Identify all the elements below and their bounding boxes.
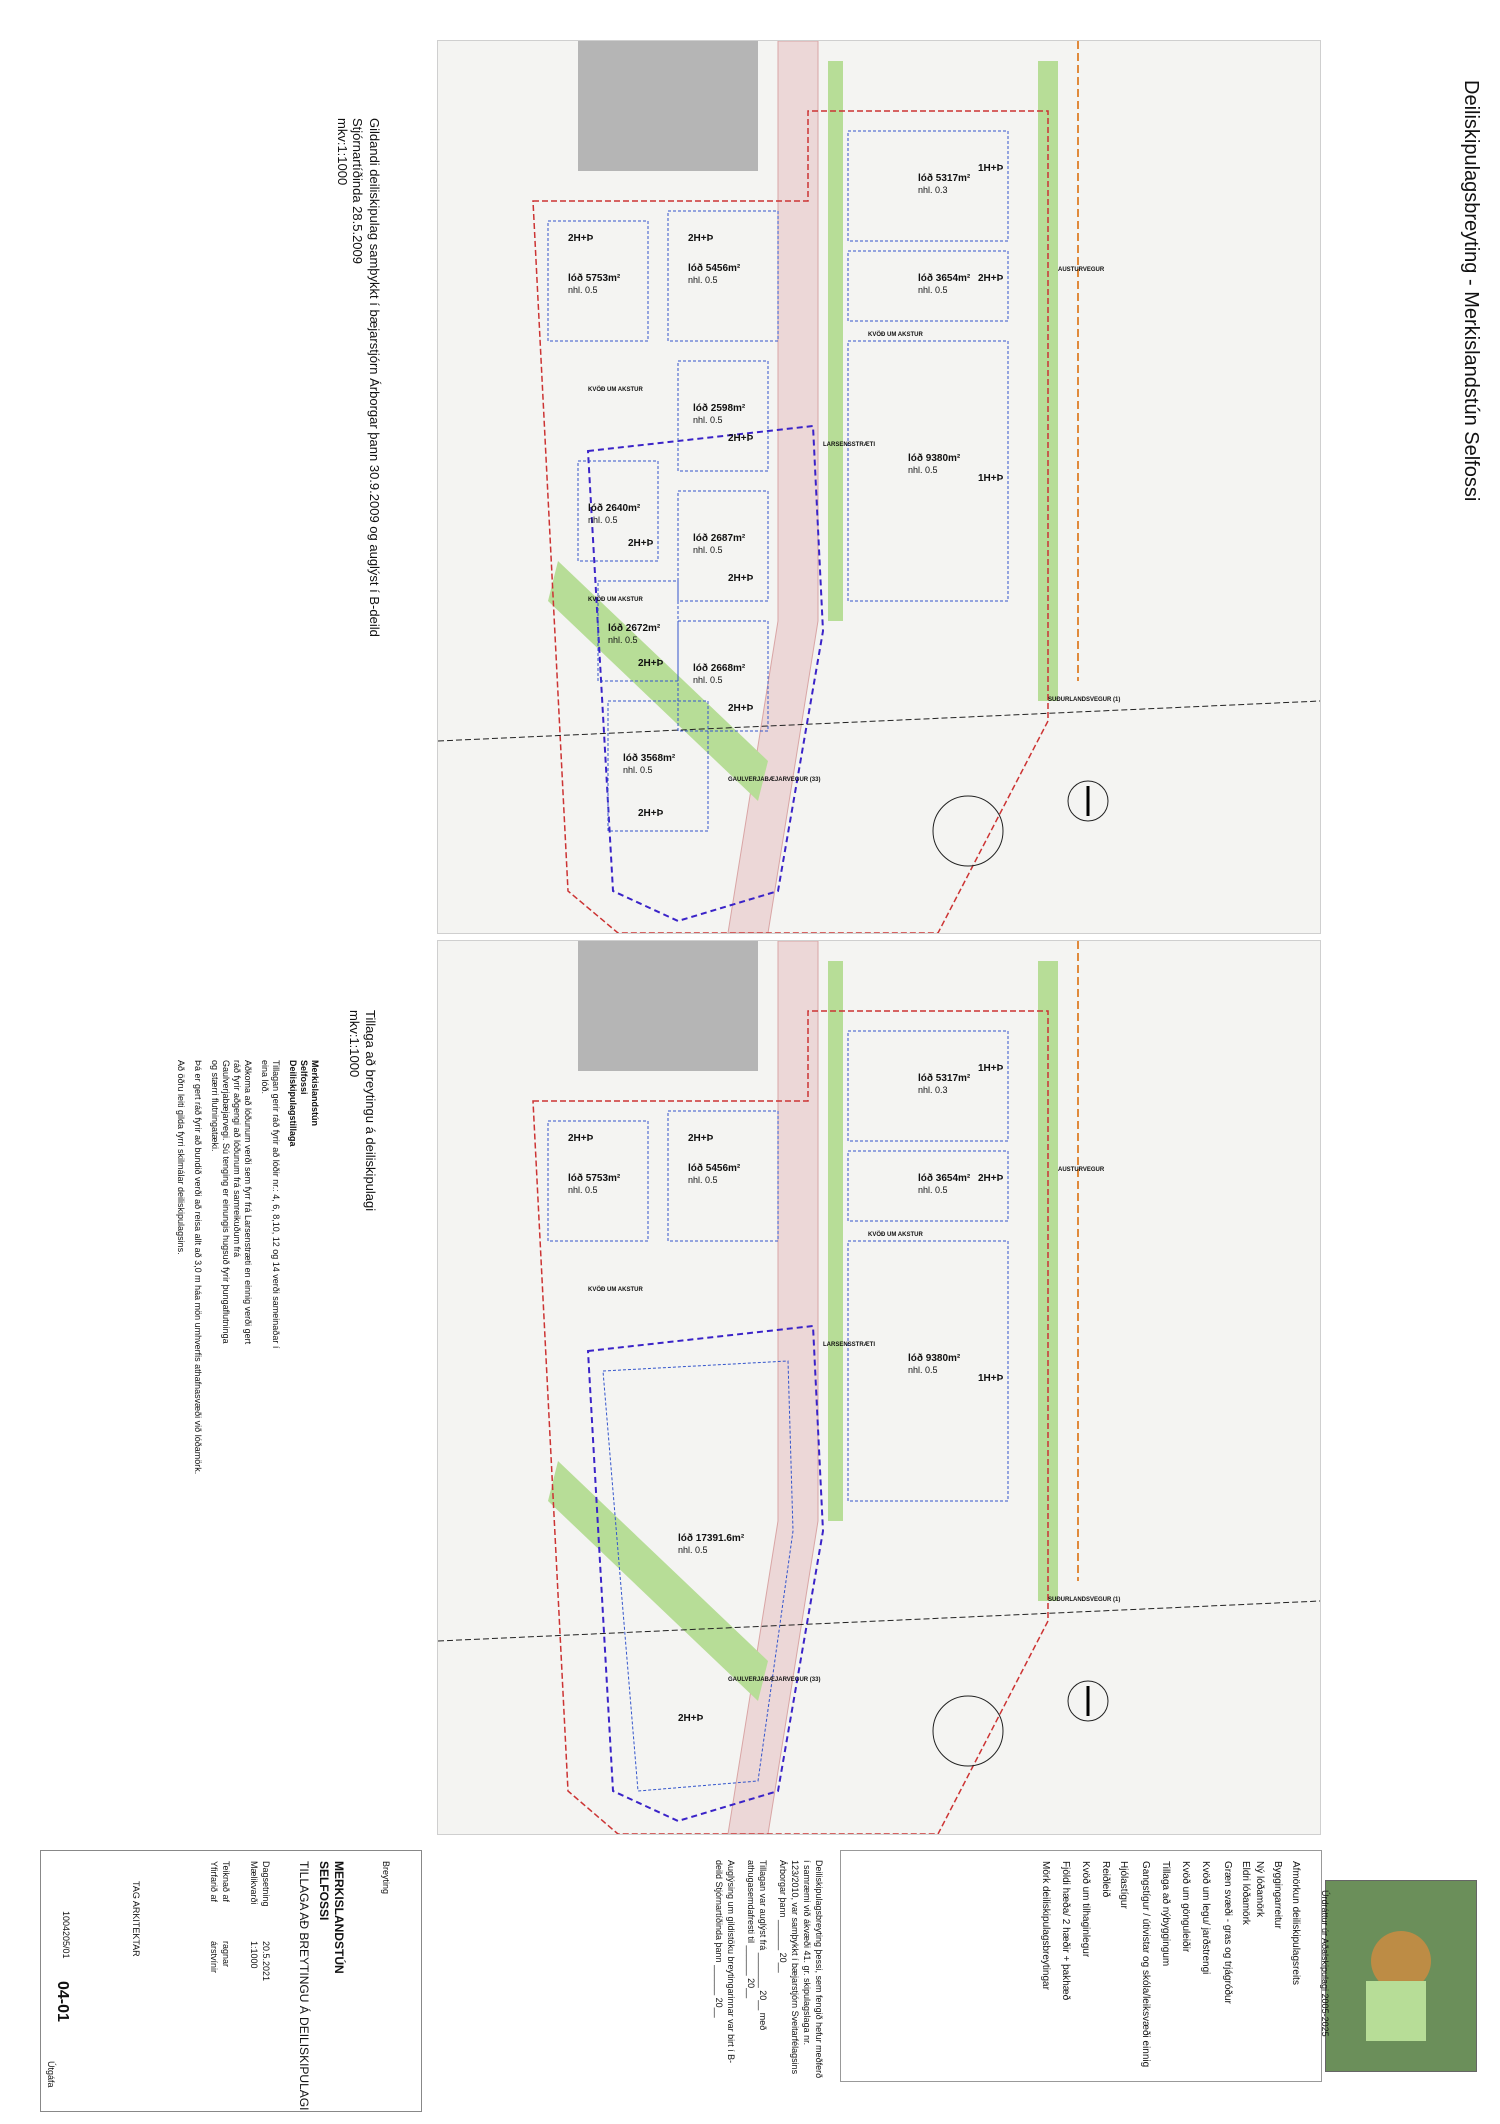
- lot-area-2: lóð 5456m²: [688, 263, 741, 274]
- proposed-plan-svg: [438, 941, 1320, 1834]
- parking-area-2: [578, 941, 758, 1071]
- notes-title: Merkislandstún: [310, 1060, 320, 1127]
- proposed-caption-line1: Tillaga að breytingu á deiliskipulagi: [363, 1010, 378, 1212]
- approval-p1: Deiliskipulagsbreyting þessi, sem fengið hefur meðferð í samræmi við ákvæði 41. gr. skipulagslaga nr. 123/2010, var samþykkt í bæjarstjórn Sveitarfélagsins Árborgar þann ______ 20__: [778, 1860, 824, 2079]
- title-block: [40, 1850, 422, 2112]
- lot-box-6: [678, 491, 768, 601]
- lot-floors-4: 2H+Þ: [728, 433, 754, 444]
- green-strip-2-1: [828, 961, 843, 1521]
- existing-caption-line2: Stjórnartíðinda 28.5.2009: [350, 118, 365, 264]
- change-label: Breyting: [381, 1861, 391, 1895]
- firm-name: TAG ARKITEKTAR: [131, 1881, 141, 1957]
- lot-area-3: lóð 3654m²: [918, 273, 971, 284]
- legend-item-3: Eldri lóðamörk: [1240, 1861, 1251, 1925]
- p-street-label-larsens: LARSENSSTRÆTI: [823, 1342, 876, 1348]
- lot-area-4: lóð 2598m²: [693, 403, 746, 414]
- proposed-plan-map: [437, 940, 1321, 1835]
- p-lot-nhl-1: nhl. 0.3: [918, 1085, 948, 1095]
- inset-map-svg: [1326, 1881, 1476, 2071]
- highway-line-2-2: [438, 1601, 1320, 1641]
- p-lot-floors-4: 2H+Þ: [568, 1133, 594, 1144]
- p-lot-nhl-2: nhl. 0.5: [688, 1175, 718, 1185]
- lot-nhl-1: nhl. 0.3: [918, 185, 948, 195]
- p-lot-area-5: lóð 9380m²: [908, 1353, 961, 1364]
- p-lot-floors-5: 1H+Þ: [978, 1373, 1004, 1384]
- notes-sub2: Deiliskipulagstillaga: [288, 1060, 298, 1147]
- lot-area-5: lóð 9380m²: [908, 453, 961, 464]
- inset-caption: Úrdráttur úr Aðalskipulagi 2005-2025: [1320, 1890, 1330, 2037]
- approval-block: [713, 1860, 825, 2080]
- p-lot-nhl-4: nhl. 0.5: [568, 1185, 598, 1195]
- lot-floors-10: 2H+Þ: [638, 808, 664, 819]
- lot-nhl-14: nhl. 0.5: [588, 515, 618, 525]
- lot-floors-1: 1H+Þ: [978, 163, 1004, 174]
- p-lot-nhl-3: nhl. 0.5: [918, 1185, 948, 1195]
- street-label-sudurlands: SUÐURLANDSVEGUR (1): [1048, 697, 1121, 703]
- lot-nhl-8: nhl. 0.5: [693, 675, 723, 685]
- p-lot-box-2: [668, 1111, 778, 1241]
- proposed-plan-caption: [363, 1010, 378, 1211]
- street-label-kvod-1: KVÖÐ UM AKSTUR: [868, 332, 923, 338]
- approval-p2: Tillagan var auglýst frá _______ 20__ með athugasemdafresti til ______ 20__: [746, 1860, 768, 2031]
- highway-line-2: [438, 701, 1320, 741]
- legend-item-9: Hjólastígur: [1118, 1861, 1129, 1909]
- date-value: 20.5.2021: [261, 1941, 271, 1982]
- project-line2: SELFOSSI: [317, 1861, 331, 1921]
- lot-area-16: lóð 5753m²: [568, 273, 621, 284]
- lot-nhl-2: nhl. 0.5: [688, 275, 718, 285]
- legend-item-7: Tillaga að nýbyggingum: [1160, 1861, 1171, 1967]
- lot-floors-5: 1H+Þ: [978, 473, 1004, 484]
- project-number: 1004205/01: [61, 1911, 71, 1959]
- status-label: Útgáfa: [46, 2061, 56, 2088]
- checked-label: Yfirfarið af: [209, 1861, 219, 1903]
- legend-item-13: Mörk deiliskipulagsbreytingar: [1040, 1861, 1051, 1990]
- lot-box-4: [678, 361, 768, 471]
- compass-rose: [933, 796, 1003, 866]
- p-lot-area-1: lóð 5317m²: [918, 1073, 971, 1084]
- lot-nhl-10: nhl. 0.5: [623, 765, 653, 775]
- p-lot-nhl-5: nhl. 0.5: [908, 1365, 938, 1375]
- project-line3: TILLAGA AÐ BREYTINGU Á DEILISKIPULAGI: [297, 1861, 311, 2111]
- lot-floors-3: 2H+Þ: [978, 273, 1004, 284]
- legend-item-4: Græn svæði - gras og trjágróður: [1222, 1861, 1233, 2004]
- lot-area-12: lóð 2672m²: [608, 623, 661, 634]
- existing-plan-svg: [438, 41, 1320, 933]
- existing-plan-caption: [367, 118, 382, 637]
- p-lot-area-6: lóð 17391.6m²: [678, 1533, 745, 1544]
- existing-caption-line3: mkv:1:1000: [335, 118, 350, 186]
- scale-label: Mælikvarði: [249, 1861, 259, 1905]
- inset-map: [1325, 1880, 1477, 2072]
- notes-p1b: eina lóð.: [260, 1060, 270, 1095]
- drawn-label: Teiknað af: [221, 1861, 231, 1903]
- lot-floors-14: 2H+Þ: [628, 538, 654, 549]
- lot-floors-6: 2H+Þ: [728, 573, 754, 584]
- parking-area: [578, 41, 758, 171]
- notes-p2c: Gaulverjabæjarvegi. Sú tenging er einungis hugsuð fyrir þungaflutninga: [221, 1060, 231, 1344]
- street-label-gaulverja: GAULVERJABÆJARVEGUR (33): [728, 777, 821, 783]
- lot-nhl-6: nhl. 0.5: [693, 545, 723, 555]
- lot-area-10: lóð 3568m²: [623, 753, 676, 764]
- proposed-caption-line2: mkv:1:1000: [347, 1010, 362, 1078]
- p-lot-area-3: lóð 3654m²: [918, 1173, 971, 1184]
- notes-sub1: Selfossi: [299, 1060, 309, 1095]
- notes-p2: Aðkoma að lóðunum verði sem fyrr frá Larsenstræti en einnig verði gert: [243, 1060, 253, 1345]
- lot-floors-16: 2H+Þ: [568, 233, 594, 244]
- existing-plan-caption-3: [335, 118, 350, 185]
- compass-rose-2: [933, 1696, 1003, 1766]
- page-title: Deiliskipulagsbreyting - Merkislandstún Selfossi: [1460, 80, 1482, 502]
- p-street-label-sudurlands: SUÐURLANDSVEGUR (1): [1048, 1597, 1121, 1603]
- lot-area-14: lóð 2640m²: [588, 503, 641, 514]
- legend-item-10: Reiðleið: [1100, 1861, 1111, 1898]
- checked-value: árstvínir: [209, 1941, 219, 1974]
- lot-floors-8: 2H+Þ: [728, 703, 754, 714]
- notes-block: [175, 1060, 320, 1474]
- green-strip-1: [828, 61, 843, 621]
- notes-p1: Tillagan gerir ráð fyrir að lóðir nr.: 4, 6, 8,10, 12 og 14 verði sameinaðar í: [271, 1060, 281, 1349]
- p-street-label-gaulverja: GAULVERJABÆJARVEGUR (33): [728, 1677, 821, 1683]
- p-street-label-austurvegur: AUSTURVEGUR: [1058, 1167, 1105, 1173]
- street-label-kvod-3: KVÖÐ UM AKSTUR: [588, 597, 643, 603]
- scale-value: 1:1000: [249, 1941, 259, 1969]
- legend-item-2: Ný lóðamörk: [1254, 1861, 1265, 1918]
- street-label-larsens: LARSENSSTRÆTI: [823, 442, 876, 448]
- approval-p3: Auglýsing um gildistöku breytingarinnar var birt í B-deild Stjórnartíðinda þann ______ 20__: [714, 1860, 736, 2064]
- notes-p3: Þá er gert ráð fyrir að bundið verði að reisa allt að 3,0 m háa mön umhverfis athafnasvæði við lóðamörk.: [193, 1060, 203, 1475]
- p-lot-area-2: lóð 5456m²: [688, 1163, 741, 1174]
- lot-area-6: lóð 2687m²: [693, 533, 746, 544]
- lot-floors-2: 2H+Þ: [688, 233, 714, 244]
- lot-nhl-4: nhl. 0.5: [693, 415, 723, 425]
- street-label-kvod-2: KVÖÐ UM AKSTUR: [588, 387, 643, 393]
- existing-plan-map: [437, 40, 1321, 934]
- lot-nhl-3: nhl. 0.5: [918, 285, 948, 295]
- lot-nhl-12: nhl. 0.5: [608, 635, 638, 645]
- p-lot-floors-1: 1H+Þ: [978, 1063, 1004, 1074]
- lot-nhl-5: nhl. 0.5: [908, 465, 938, 475]
- legend-item-12: Fjöldi hæða/ 2 hæðir + þakhæð: [1060, 1861, 1071, 2001]
- legend-item-1: Byggingarreitur: [1272, 1861, 1283, 1929]
- legend-item-0: Afmörkun deiliskipulagsreits: [1290, 1861, 1301, 1985]
- proposed-plan-caption-2: [347, 1010, 362, 1077]
- sheet-number: 04-01: [54, 1981, 71, 2022]
- lot-nhl-16: nhl. 0.5: [568, 285, 598, 295]
- p-lot-floors-2: 2H+Þ: [688, 1133, 714, 1144]
- legend-panel: [840, 1850, 1322, 2082]
- legend-item-6: Kvöð um gönguleiðir: [1180, 1861, 1191, 1953]
- legend-item-8: Gangstígur / útivistar og skóla/leiksvæði einnig: [1140, 1861, 1151, 2068]
- lot-box-2: [668, 211, 778, 341]
- existing-plan-caption-2: [350, 118, 365, 264]
- p-lot-floors-6: 2H+Þ: [678, 1713, 704, 1724]
- p-lot-area-4: lóð 5753m²: [568, 1173, 621, 1184]
- road-larsensstraeti-2: [728, 941, 821, 1834]
- lot-area-1: lóð 5317m²: [918, 173, 971, 184]
- date-label: Dagsetning: [261, 1861, 271, 1907]
- legend-item-5: Kvöð um legu/ jarðstrengi: [1200, 1861, 1211, 1975]
- legend-item-11: Kvöð um tilhaginlegur: [1080, 1861, 1091, 1958]
- existing-caption-line1: Gildandi deiliskipulag samþykkt í bæjarstjórn Árborgar þann 30.9.2009 og auglýst í B-deild: [367, 118, 382, 637]
- p-street-label-kvod-2: KVÖÐ UM AKSTUR: [588, 1287, 643, 1293]
- notes-p2d: og stærri flutningatæki.: [210, 1060, 220, 1152]
- p-street-label-kvod-1: KVÖÐ UM AKSTUR: [868, 1232, 923, 1238]
- notes-p2b: ráð fyrir aðgengi að lóðunum frá samreikuðum frá: [232, 1060, 242, 1258]
- green-strip-2-3: [548, 1461, 768, 1701]
- lot-floors-12: 2H+Þ: [638, 658, 664, 669]
- street-label-austurvegur: AUSTURVEGUR: [1058, 267, 1105, 273]
- p-lot-floors-3: 2H+Þ: [978, 1173, 1004, 1184]
- notes-p4: Að öðru leiti gilda fyrri skilmálar deiliskipulagsins.: [176, 1060, 186, 1255]
- road-larsensstraeti: [728, 41, 821, 933]
- lot-area-8: lóð 2668m²: [693, 663, 746, 674]
- drawn-value: ragnar: [221, 1941, 231, 1968]
- p-lot-nhl-6: nhl. 0.5: [678, 1545, 708, 1555]
- project-line1: MERKISLANDSTÚN: [332, 1861, 346, 1974]
